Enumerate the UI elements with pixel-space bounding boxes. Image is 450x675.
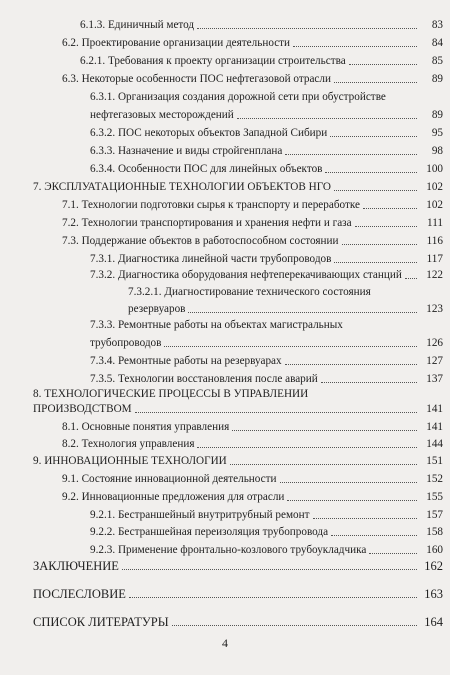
toc-entry-page: 89 [431, 109, 443, 121]
toc-leader-dots [122, 569, 417, 570]
toc-leader-dots [237, 118, 417, 119]
toc-leader-dots [342, 244, 417, 245]
toc-entry-page: 111 [427, 217, 443, 229]
toc-leader-dots [172, 625, 417, 626]
toc-leader-dots [321, 382, 417, 383]
toc-entry-title: ПРОИЗВОДСТВОМ [33, 403, 132, 415]
toc-entry-title-line1: 7.3.3. Ремонтные работы на объектах магистральных [90, 319, 343, 331]
toc-leader-dots [280, 482, 417, 483]
toc-leader-dots [331, 535, 417, 536]
toc-entry-title: 7.1. Технологии подготовки сырья к транспорту и переработке [62, 199, 360, 211]
toc-leader-dots [369, 553, 417, 554]
toc-leader-dots [230, 464, 417, 465]
toc-entry-title: 6.2. Проектирование организации деятельности [62, 37, 291, 49]
toc-entry [0, 473, 450, 491]
toc-entry-title: нефтегазовых месторождений [90, 109, 234, 121]
toc-entry [0, 455, 450, 473]
toc-leader-dots [285, 154, 417, 155]
toc-entry [0, 73, 450, 91]
toc-entry-page: 117 [426, 253, 443, 265]
toc-entry [0, 19, 450, 37]
toc-entry [0, 421, 450, 439]
toc-entry-page: 141 [426, 421, 443, 433]
toc-entry-page: 126 [426, 337, 443, 349]
toc-entry-title: ЗАКЛЮЧЕНИЕ [33, 559, 119, 573]
toc-entry-page: 160 [426, 544, 443, 556]
toc-entry-page: 100 [426, 163, 443, 175]
toc-entry-title: 9.2.3. Применение фронтально-козлового трубоукладчика [90, 544, 367, 556]
toc-entry-page: 89 [431, 73, 443, 85]
toc-entry [0, 491, 450, 509]
toc-entry [0, 37, 450, 55]
toc-entry-title: 9.1. Состояние инновационной деятельности [62, 473, 277, 485]
toc-entry [0, 91, 450, 127]
toc-entry-page: 123 [426, 303, 443, 315]
toc-entry [0, 355, 450, 373]
toc-entry [0, 509, 450, 527]
toc-entry-page: 157 [426, 509, 443, 521]
toc-entry-page: 151 [426, 455, 443, 467]
toc-leader-dots [363, 208, 417, 209]
toc-entry-page: 102 [426, 199, 443, 211]
toc-entry-title: 6.3. Некоторые особенности ПОС нефтегазовой отрасли [62, 73, 331, 85]
toc-entry-title: 6.3.4. Особенности ПОС для линейных объектов [90, 163, 323, 175]
toc-leader-dots [334, 190, 417, 191]
toc-entry-title: 6.2.1. Требования к проекту организации строительства [80, 55, 346, 67]
toc-entry-page: 144 [426, 438, 443, 450]
toc-entry-title: резервуаров [128, 303, 186, 315]
toc-leader-dots [135, 412, 417, 413]
toc-leader-dots [334, 262, 417, 263]
toc-entry [0, 438, 450, 456]
toc-entry [0, 269, 450, 287]
toc-entry [0, 217, 450, 235]
toc-entry-title: 7.3.5. Технологии восстановления после аварий [90, 373, 318, 385]
toc-leader-dots [334, 82, 417, 83]
toc-entry-page: 162 [424, 559, 443, 573]
toc-leader-dots [164, 346, 417, 347]
toc-leader-dots [330, 136, 417, 137]
toc-entry-title: 9.2.2. Бестраншейная переизоляция трубопровода [90, 526, 329, 538]
toc-entry-title: 9. ИННОВАЦИОННЫЕ ТЕХНОЛОГИИ [33, 455, 227, 467]
toc-entry-title-line1: 6.3.1. Организация создания дорожной сети при обустройстве [90, 91, 386, 103]
toc-entry-page: 102 [426, 181, 443, 193]
toc-entry-title: 7.2. Технологии транспортирования и хранения нефти и газа [62, 217, 352, 229]
toc-entry-title: 7.3. Поддержание объектов в работоспособном состоянии [62, 235, 339, 247]
toc-entry-title: трубопроводов [90, 337, 162, 349]
toc-entry-title: 7.3.1. Диагностика линейной части трубопроводов [90, 253, 332, 265]
page-number: 4 [222, 636, 228, 650]
toc-entry-title: 9.2.1. Бестраншейный внутритрубный ремонт [90, 509, 310, 521]
toc-entry [0, 235, 450, 253]
toc-entry-title: 7.3.4. Ремонтные работы на резервуарах [90, 355, 282, 367]
toc-entry-page: 164 [424, 615, 443, 629]
toc-entry-page: 141 [426, 403, 443, 415]
toc-leader-dots [197, 447, 417, 448]
toc-entry [0, 199, 450, 217]
toc-entry [0, 181, 450, 199]
toc-entry-title: 8.2. Технология управления [62, 438, 195, 450]
toc-leader-dots [405, 278, 417, 279]
toc-entry-title: 9.2. Инновационные предложения для отрасли [62, 491, 285, 503]
toc-entry [0, 560, 450, 578]
toc-entry [0, 55, 450, 73]
toc-entry-page: 122 [426, 269, 443, 281]
toc-entry-page: 155 [426, 491, 443, 503]
toc-entry-page: 158 [426, 526, 443, 538]
toc-entry-page: 127 [426, 355, 443, 367]
toc-entry-page: 152 [426, 473, 443, 485]
toc-leader-dots [355, 226, 417, 227]
toc-entry-page: 95 [431, 127, 443, 139]
toc-entry-page: 98 [431, 145, 443, 157]
toc-leader-dots [293, 46, 417, 47]
toc-entry-page: 116 [426, 235, 443, 247]
toc-leader-dots [349, 64, 417, 65]
toc-entry [0, 526, 450, 544]
toc-entry [0, 127, 450, 145]
toc-entry-title: 6.1.3. Единичный метод [80, 19, 195, 31]
toc-entry-page: 85 [431, 55, 443, 67]
toc-entry [0, 616, 450, 634]
toc-entry-title: 6.3.3. Назначение и виды стройгенплана [90, 145, 283, 157]
toc-leader-dots [325, 172, 417, 173]
toc-entry-page: 163 [424, 587, 443, 601]
toc-leader-dots [313, 518, 417, 519]
toc-entry-title: СПИСОК ЛИТЕРАТУРЫ [33, 615, 169, 629]
toc-entry-title: 7.3.2. Диагностика оборудования нефтеперекачивающих станций [90, 269, 402, 281]
toc-entry-title: 8.1. Основные понятия управления [62, 421, 230, 433]
toc-entry [0, 319, 450, 355]
toc-entry-page: 137 [426, 373, 443, 385]
toc-entry-title-line1: 7.3.2.1. Диагностирование технического состояния [128, 286, 371, 298]
toc-entry [0, 163, 450, 181]
toc-entry-title-line1: 8. ТЕХНОЛОГИЧЕСКИЕ ПРОЦЕССЫ В УПРАВЛЕНИИ [33, 388, 309, 400]
toc-entry-title: 7. ЭКСПЛУАТАЦИОННЫЕ ТЕХНОЛОГИИ ОБЪЕКТОВ НГО [33, 181, 331, 193]
toc-leader-dots [129, 597, 417, 598]
toc-leader-dots [197, 28, 417, 29]
toc-entry [0, 588, 450, 606]
toc-entry-title: 6.3.2. ПОС некоторых объектов Западной Сибири [90, 127, 328, 139]
toc-entry-page: 83 [431, 19, 443, 31]
toc-leader-dots [287, 500, 417, 501]
toc-entry-title: ПОСЛЕСЛОВИЕ [33, 587, 126, 601]
toc-entry-page: 84 [431, 37, 443, 49]
toc-leader-dots [188, 312, 417, 313]
toc-leader-dots [285, 364, 417, 365]
toc-leader-dots [232, 430, 417, 431]
toc-entry [0, 388, 450, 421]
toc-entry [0, 145, 450, 163]
